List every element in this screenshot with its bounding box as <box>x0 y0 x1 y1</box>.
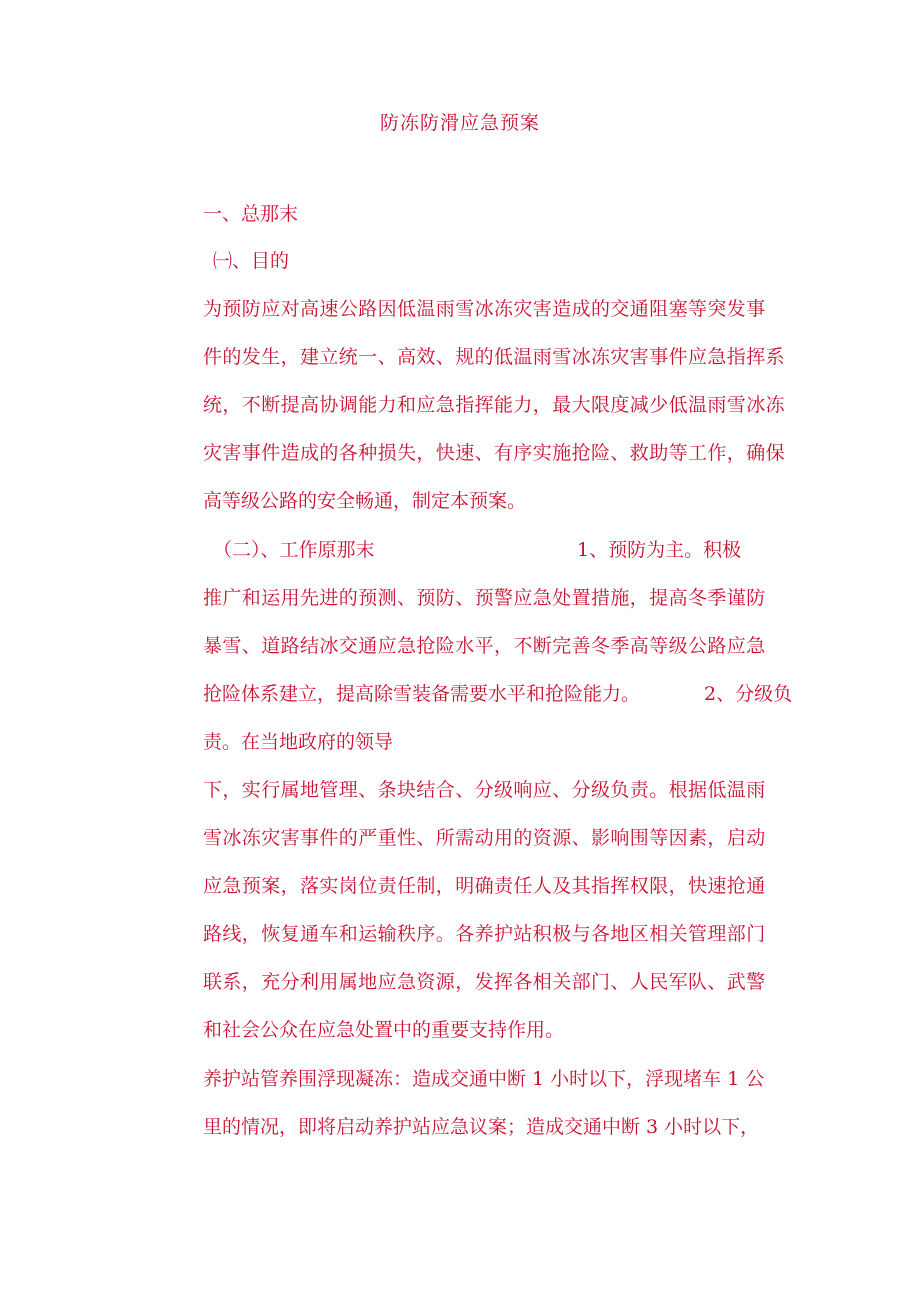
paragraph-line: 养护站管养围浮现凝冻：造成交通中断 1 小时以下，浮现堵车 1 公 <box>203 1068 765 1090</box>
paragraph-line: 应急预案，落实岗位责任制，明确责任人及其指挥权限，快速抢通 <box>203 875 766 897</box>
paragraph-line: 责。在当地政府的领导 <box>203 731 394 753</box>
paragraph-line: 为预防应对高速公路因低温雨雪冰冻灾害造成的交通阻塞等突发事 <box>203 298 766 320</box>
paragraph-line: 抢险体系建立，提高除雪装备需要水平和抢险能力。 <box>203 683 641 705</box>
paragraph-line: 联系，充分利用属地应急资源，发挥各相关部门、人民军队、武警 <box>203 971 766 993</box>
paragraph-line: 下，实行属地管理、条块结合、分级响应、分级负责。根据低温雨 <box>203 779 766 801</box>
paragraph-line: 高等级公路的安全畅通，制定本预案。 <box>203 490 527 512</box>
paragraph-line: 暴雪、道路结冰交通应急抢险水平，不断完善冬季高等级公路应急 <box>203 635 766 657</box>
subsection-heading-purpose: ㈠、目的 <box>213 250 290 272</box>
principle-2-heading: 2、分级负 <box>704 683 793 705</box>
paragraph-line: 和社会公众在应急处置中的重要支持作用。 <box>203 1019 565 1041</box>
paragraph-line: 雪冰冻灾害事件的严重性、所需动用的资源、影响围等因素，启动 <box>203 827 766 849</box>
paragraph-line: 路线，恢复通车和运输秩序。各养护站积极与各地区相关管理部门 <box>203 923 766 945</box>
subsection-heading-principles: （二）、工作原那末 <box>213 539 375 561</box>
document-title: 防冻防滑应急预案 <box>379 112 540 134</box>
section-heading-general: 一、总那末 <box>203 203 299 225</box>
paragraph-line: 推广和运用先进的预测、预防、预警应急处置措施，提高冬季谨防 <box>203 587 766 609</box>
principle-1-heading: 1、预防为主。积极 <box>577 539 742 561</box>
paragraph-line: 统，不断提高协调能力和应急指挥能力，最大限度减少低温雨雪冰冻 <box>203 394 786 416</box>
paragraph-line: 灾害事件造成的各种损失，快速、有序实施抢险、救助等工作，确保 <box>203 442 786 464</box>
paragraph-line: 里的情况，即将启动养护站应急议案；造成交通中断 3 小时以下， <box>203 1116 760 1138</box>
paragraph-line: 件的发生，建立统一、高效、规的低温雨雪冰冻灾害事件应急指挥系 <box>203 346 786 368</box>
